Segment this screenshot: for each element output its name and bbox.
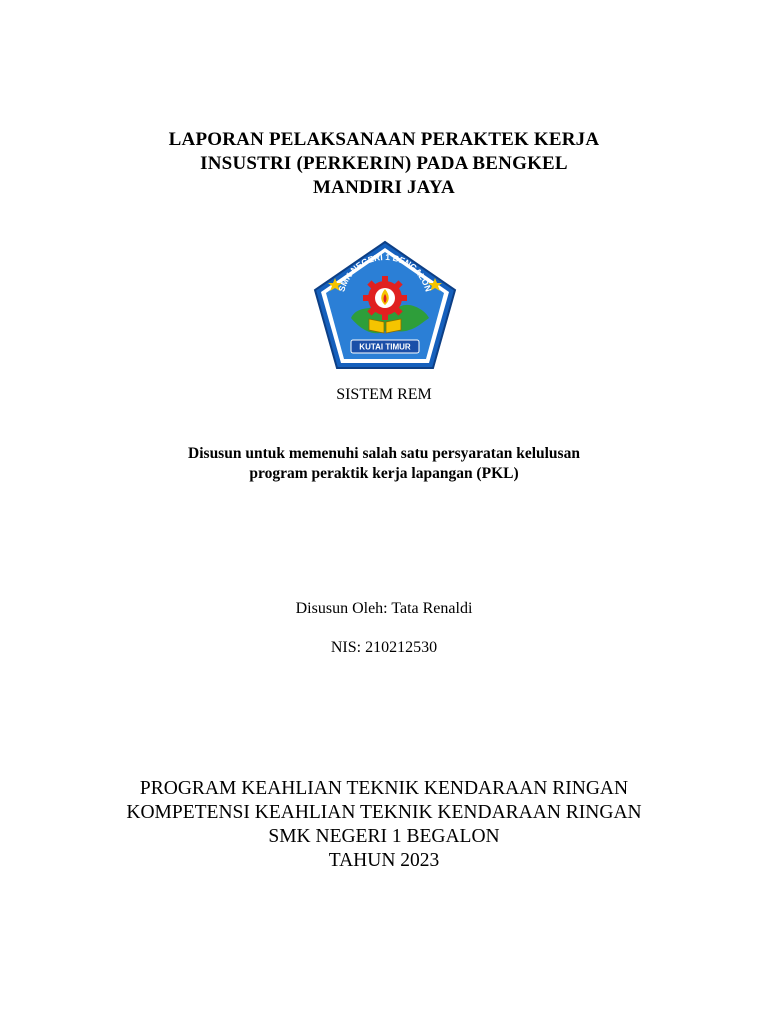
school-logo	[313, 240, 457, 370]
institution-footer	[0, 777, 768, 873]
footer-line: SMK NEGERI 1 BEGALON	[268, 826, 500, 847]
title-line: LAPORAN PELAKSANAAN PERAKTEK KERJA	[168, 129, 600, 150]
title-line: MANDIRI JAYA	[313, 177, 455, 198]
report-subject: SISTEM REM	[336, 386, 432, 403]
purpose-statement	[0, 444, 768, 484]
report-title	[0, 128, 768, 200]
logo-bottom-text: KUTAI TIMUR	[359, 342, 411, 352]
student-number: NIS: 210212530	[330, 639, 438, 656]
footer-line: PROGRAM KEAHLIAN TEKNIK KENDARAAN RINGAN	[139, 778, 629, 799]
logo-top-text: SMK NEGERI 1 BENGALON	[336, 251, 434, 293]
purpose-line: Disusun untuk memenuhi salah satu persyaratan kelulusan	[188, 445, 580, 462]
footer-line: TAHUN 2023	[328, 850, 440, 871]
purpose-line: program peraktik kerja lapangan (PKL)	[249, 465, 519, 482]
title-line: INSUSTRI (PERKERIN) PADA BENGKEL	[200, 153, 568, 174]
gear-icon	[363, 276, 407, 320]
footer-line: KOMPETENSI KEAHLIAN TEKNIK KENDARAAN RINGAN	[126, 802, 642, 823]
author-name: Disusun Oleh: Tata Renaldi	[295, 600, 473, 617]
